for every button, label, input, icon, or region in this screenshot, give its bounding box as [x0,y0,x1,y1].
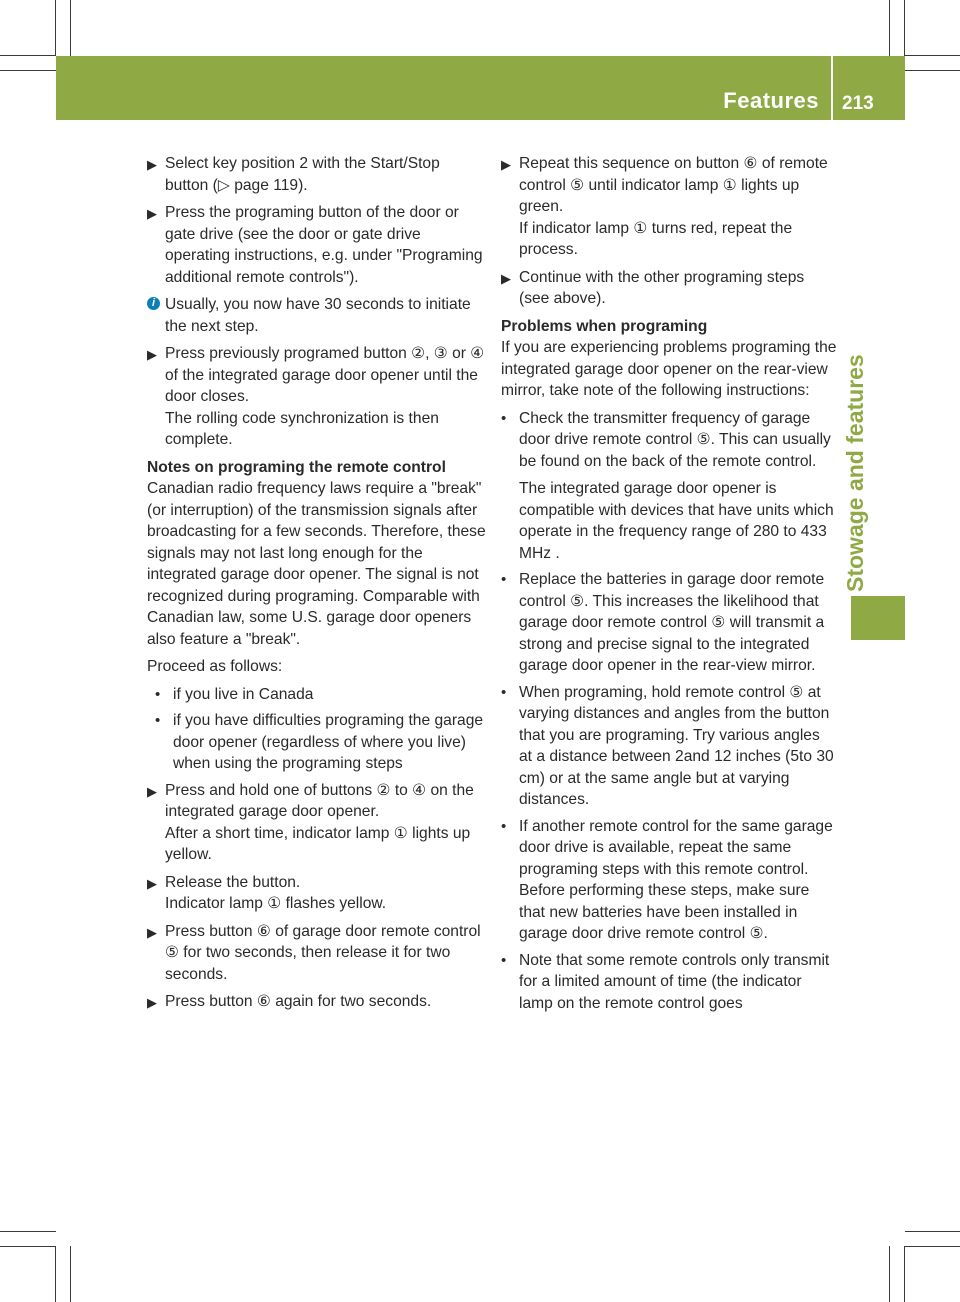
crop-mark [70,0,71,56]
bullet-item [155,684,487,706]
instruction-arrow-icon: ▶ [147,875,157,891]
step-text: Press button ⑥ again for two seconds. [165,993,432,1010]
bullet-icon: • [155,712,161,729]
instruction-arrow-icon: ▶ [147,347,157,362]
step-text: Press button ⑥ of garage door remote control ⑤ for two seconds, then release it for two seconds. [165,922,481,983]
instruction-step [501,153,837,261]
crop-mark [905,1231,960,1232]
instruction-arrow-icon: ▶ [147,783,157,799]
instruction-arrow-icon: ▶ [147,995,157,1010]
bullet-icon: • [155,685,161,703]
instruction-arrow-icon: ▶ [147,157,157,172]
step-text: Select key position 2 with the Start/Stop button (▷ page 119). [165,155,440,194]
bullet-item [501,408,837,565]
page-title: Features [723,88,819,113]
crop-mark [905,1246,960,1247]
section-heading: Problems when programing [501,317,708,335]
bullet-subtext: The integrated garage door opener is compatible with devices that have units which operate in the frequency range of 280 to 433 MHz . [519,480,834,562]
bullet-text: If another remote control for the same garage door drive is available, repeat the same programing steps with this remote control. Before performing these steps, make sure that new batteries have been installed in garage door drive remote control ⑤. [519,817,833,942]
instruction-step [147,991,487,1013]
info-note [147,294,487,337]
instruction-step [147,343,487,451]
bullet-text: if you have difficulties programing the garage door opener (regardless of where you live) when using the programing steps [173,712,484,772]
crop-mark [0,70,56,71]
info-text: Usually, you now have 30 seconds to initiate the next step. [165,296,471,335]
section-title: Stowage and features [842,354,868,592]
crop-mark [0,1246,56,1247]
instruction-step [147,153,487,196]
step-result: After a short time, indicator lamp ① lights up yellow. [165,824,471,863]
instruction-arrow-icon: ▶ [147,924,157,940]
bullet-icon: • [501,817,507,835]
bullet-icon: • [501,571,507,588]
instruction-arrow-icon: ▶ [501,270,511,286]
bullet-item [501,950,837,1015]
instruction-step [147,921,487,986]
bullet-item [501,569,837,677]
bullet-text: Check the transmitter frequency of garage door drive remote control ⑤. This can usually be found on the back of the remote control. [519,409,831,470]
crop-mark [0,55,56,56]
instruction-step [147,780,487,866]
step-result: The rolling code synchronization is then complete. [165,409,439,448]
step-text: Repeat this sequence on button ⑥ of remote control ⑤ until indicator lamp ① lights up green. [519,155,828,215]
bullet-text: Replace the batteries in garage door remote control ⑤. This increases the likelihood that garage door remote control ⑤ will transmit a strong and precise signal to the integrated garage door opener in the rear-view mirror. [519,571,825,674]
bullet-text: if you live in Canada [173,685,314,703]
instruction-arrow-icon: ▶ [147,206,157,221]
bullet-item [155,710,487,775]
crop-mark [889,1246,890,1302]
info-icon: i [147,297,160,310]
step-text: Press previously programed button ②, ③ or ④ of the integrated garage door opener until the door closes. [165,345,485,405]
crop-mark [55,0,56,56]
paragraph: Proceed as follows: [147,658,283,675]
paragraph: Canadian radio frequency laws require a "break" (or interruption) of the transmission signals after broadcasting for a few seconds. Therefore, these signals may not last long enough for the integrated garage door opener. The signal is not recognized during programing. Comparable with Canadian law, some U.S. garage door openers also feature a "break". [147,480,486,648]
instruction-step [147,202,487,288]
crop-mark [70,1246,71,1302]
crop-mark [905,55,960,56]
crop-mark [904,1246,905,1302]
section-tab [851,596,905,640]
crop-mark [0,1231,56,1232]
crop-mark [55,1246,56,1302]
bullet-item [501,682,837,811]
left-column [147,153,487,1019]
instruction-step [147,872,487,915]
paragraph: If you are experiencing problems programing the integrated garage door opener on the rear-view mirror, take note of the following instructions: [501,339,837,399]
section-heading: Notes on programing the remote control [147,458,446,476]
step-result: Indicator lamp ① flashes yellow. [165,895,387,912]
step-result: If indicator lamp ① turns red, repeat the process. [519,219,793,258]
page-number: 213 [842,93,874,114]
instruction-arrow-icon: ▶ [501,157,511,172]
instruction-step [501,267,837,310]
crop-mark [905,70,960,71]
crop-mark [889,0,890,56]
bullet-icon: • [501,683,507,701]
step-text: Press and hold one of buttons ② to ④ on the integrated garage door opener. [165,781,474,820]
bullet-text: Note that some remote controls only transmit for a limited amount of time (the indicator lamp on the remote control goes [519,951,830,1012]
step-text: Continue with the other programing steps (see above). [519,268,805,307]
step-text: Press the programing button of the door or gate drive (see the door or gate drive operating instructions, e.g. under "Programing additional remote controls"). [165,204,483,286]
crop-mark [904,0,905,56]
bullet-icon: • [501,409,507,427]
header-divider [831,56,833,120]
right-column [501,153,837,1019]
step-text: Release the button. [165,873,301,891]
bullet-icon: • [501,951,507,969]
bullet-text: When programing, hold remote control ⑤ at varying distances and angles from the button that you are programing. Try various angles at a distance between 2and 12 inches (5to 30 cm) or at the same angle but at varying distances. [519,683,834,808]
bullet-item [501,816,837,945]
